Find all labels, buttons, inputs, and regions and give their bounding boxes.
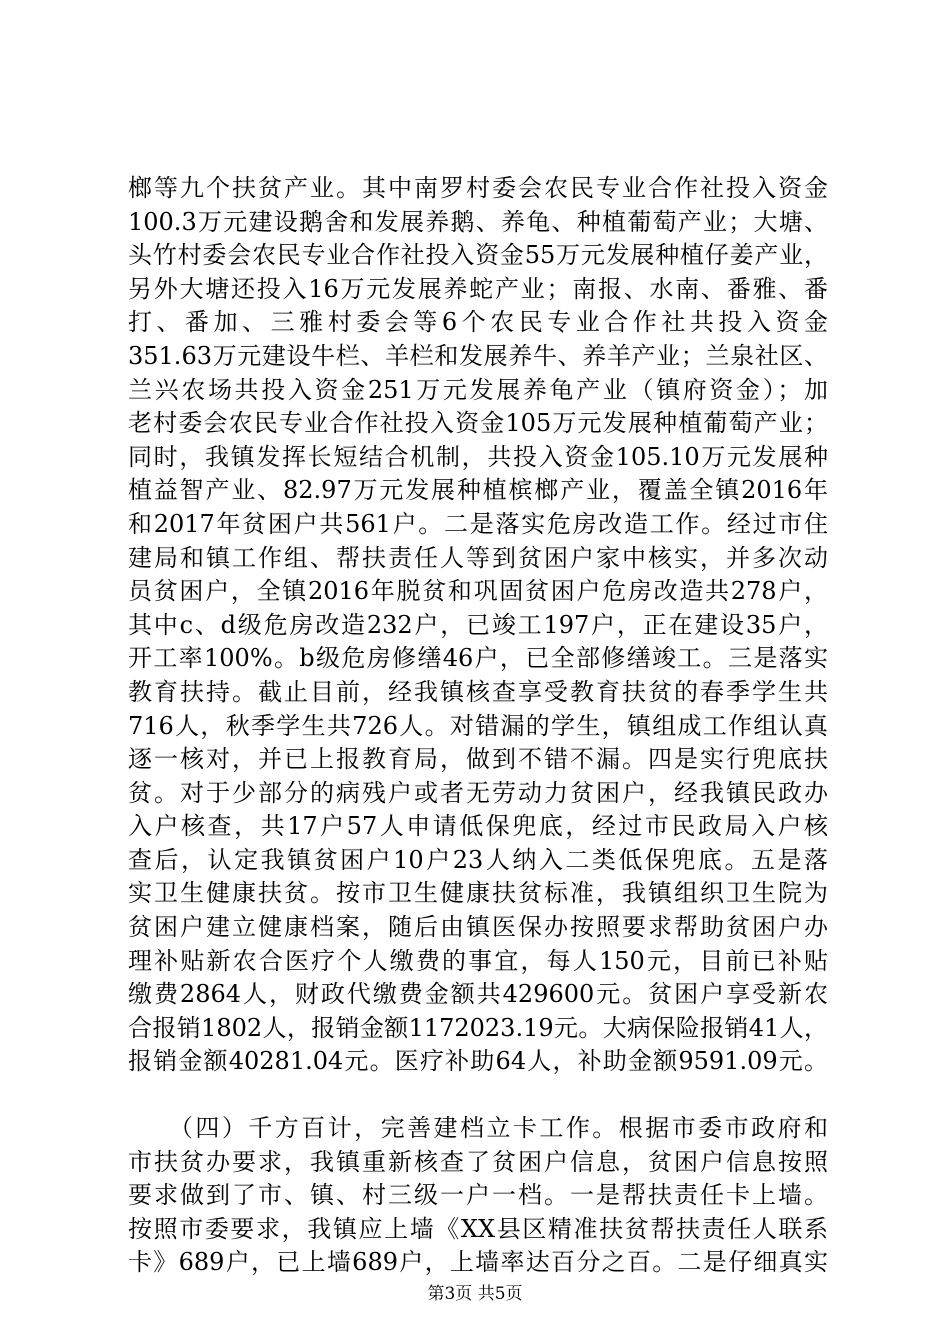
text-line: 打、番加、三雅村委会等6个农民专业合作社共投入资金 [128, 308, 828, 337]
text-line: 100.3万元建设鹅舍和发展养鹅、养龟、种植葡萄产业；大塘、 [128, 207, 828, 236]
text-line: 同时，我镇发挥长短结合机制，共投入资金105.10万元发展种 [128, 442, 828, 471]
text-line: 按照市委要求，我镇应上墙《XX县区精准扶贫帮扶责任人联系 [128, 1214, 828, 1243]
text-line: 头竹村委会农民专业合作社投入资金55万元发展种植仔姜产业， [128, 241, 828, 270]
text-line: 理补贴新农合医疗个人缴费的事宜，每人150元，目前已补贴 [128, 946, 828, 975]
text-line: 市扶贫办要求，我镇重新核查了贫困户信息，贫困户信息按照 [128, 1147, 828, 1176]
text-line: 教育扶持。截止目前，经我镇核查享受教育扶贫的春季学生共 [128, 677, 828, 706]
paragraph-filing-card-work [128, 1112, 828, 1280]
text-line: 要求做到了市、镇、村三级一户一档。一是帮扶责任卡上墙。 [128, 1181, 828, 1210]
text-line: 351.63万元建设牛栏、羊栏和发展养牛、养羊产业；兰泉社区、 [128, 341, 828, 370]
text-line: （四）千方百计，完善建档立卡工作。根据市委市政府和 [128, 1114, 828, 1143]
text-line: 报销金额40281.04元。医疗补助64人，补助金额9591.09元。 [128, 1047, 828, 1076]
text-line: 查后，认定我镇贫困户10户23人纳入二类低保兜底。五是落 [128, 845, 828, 874]
text-line: 兰兴农场共投入资金251万元发展养龟产业（镇府资金）；加 [128, 375, 828, 404]
text-line: 贫。对于少部分的病残户或者无劳动力贫困户，经我镇民政办 [128, 778, 828, 807]
text-line: 贫困户建立健康档案，随后由镇医保办按照要求帮助贫困户办 [128, 913, 828, 942]
text-line: 植益智产业、82.97万元发展种植槟榔产业，覆盖全镇2016年 [128, 476, 828, 505]
text-line: 榔等九个扶贫产业。其中南罗村委会农民专业合作社投入资金 [128, 174, 828, 202]
text-line: 和2017年贫困户共561户。二是落实危房改造工作。经过市住 [128, 509, 828, 538]
text-line: 卡》689户，已上墙689户，上墙率达百分之百。二是仔细真实 [128, 1248, 828, 1277]
paragraph-spacer [128, 1079, 828, 1112]
text-line: 其中c、d级危房改造232户，已竣工197户，正在建设35户， [128, 610, 828, 639]
text-line: 逐一核对，并已上报教育局，做到不错不漏。四是实行兜底扶 [128, 745, 828, 774]
text-line: 合报销1802人，报销金额1172023.19元。大病保险报销41人， [128, 1013, 828, 1042]
text-line: 老村委会农民专业合作社投入资金105万元发展种植葡萄产业； [128, 409, 828, 438]
text-line: 716人，秋季学生共726人。对错漏的学生，镇组成工作组认真 [128, 711, 828, 740]
text-line: 入户核查，共17户57人申请低保兜底，经过市民政局入户核 [128, 812, 828, 841]
page-number-footer: 第3页 共5页 [427, 1284, 523, 1304]
document-body [128, 172, 828, 1280]
text-line: 建局和镇工作组、帮扶责任人等到贫困户家中核实，并多次动 [128, 543, 828, 572]
text-line: 另外大塘还投入16万元发展养蛇产业；南报、水南、番雅、番 [128, 274, 828, 303]
paragraph-poverty-industries [128, 172, 828, 1079]
text-line: 实卫生健康扶贫。按市卫生健康扶贫标准，我镇组织卫生院为 [128, 879, 828, 908]
text-line: 缴费2864人，财政代缴费金额共429600元。贫困户享受新农 [128, 980, 828, 1009]
text-line: 员贫困户，全镇2016年脱贫和巩固贫困户危房改造共278户， [128, 577, 828, 606]
text-line: 开工率100%。b级危房修缮46户，已全部修缮竣工。三是落实 [128, 644, 828, 673]
